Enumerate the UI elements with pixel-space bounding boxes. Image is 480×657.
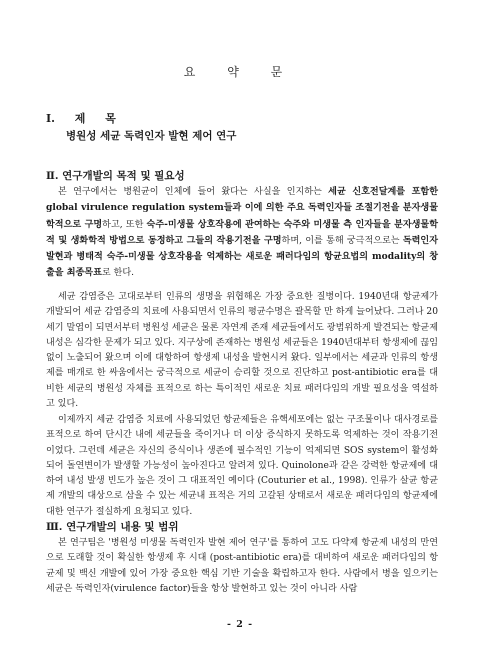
text-run: 하며, 이를 통해 궁극적으로는 — [281, 235, 403, 246]
page-number: - 2 - — [226, 619, 254, 630]
section-3-heading: Ⅲ. 연구개발의 내용 및 범위 — [46, 521, 179, 533]
section-2-paragraph-1 — [46, 184, 438, 282]
section-2-paragraph-2: 세균 감염증은 고대로부터 인류의 생명을 위협해온 가장 중요한 질병이다. 1940년대 항균제가 개발되어 세균 감염증의 치료에 사용되면서 인류의 평균수명은 괄목할 만 하게 늘어났다. 그러나 20세기 말엽이 되면서부터 병원성 세균은 물론 자연계 존재 세균들에서도 광범위하게 발견되는 항균제 내성은 심각한 문제가 되고 있다. 지구상에 존재하는 병원성 세균들은 1940년대부터 항생제에 끊임없이 노출되어 왔으며 이에 대항하여 항생제 내성을 발현시켜 왔다. 일부에서는 세균과 인류의 항생제를 매개로 한 싸움에서는 궁극적으로 세균이 승리할 것으로 진단하고 post-antibiotic era를 대비한 세균의 병원성 자체를 표적으로 하는 특이적인 새로운 치료 패러다임의 개발 필요성을 역설하고 있다. — [46, 292, 438, 410]
section-2-heading: Ⅱ. 연구개발의 목적 및 필요성 — [46, 170, 185, 182]
section-3-paragraph-1: 본 연구팀은 '병원성 미생물 독력인자 발현 제어 연구'를 통하여 고도 다약제 항균제 내성의 만연으로 도래할 것이 확실한 항생제 후 시대 (post-antibiotic era)를 대비하여 새로운 패러다임의 항균제 및 백신 개발에 있어 가장 중요한 핵심 기반 기술을 확립하고자 한다. 사람에서 병을 일으키는 세균은 독력인자(virulence factor)들을 항상 발현하고 있는 것이 아니라 사람 — [46, 538, 438, 594]
text-run: 로 한다. — [101, 268, 135, 279]
text-run: 하고, 또한 — [102, 219, 147, 230]
bold-run: 세균 신호전달계를 포함한 global virulence regulation system들과 이에 의한 주요 독력인자들 조절기전을 분자생물학적으로 구명 — [46, 186, 438, 230]
project-title: 병원성 세균 독력인자 발현 제어 연구 — [66, 130, 237, 142]
page-title: 요 약 문 — [183, 65, 297, 79]
section-2-paragraph-3: 이제까지 세균 감염증 치료에 사용되었던 항균제들은 유핵세포에는 없는 구조물이나 대사경로를 표적으로 하여 단시간 내에 세균들을 죽이거나 더 이상 증식하지 못하도록 억제하는 것이 작용기전이었다. 그런데 세균은 자신의 증식이나 생존에 필수적인 기능이 억제되면 SOS system이 활성화되어 돌연변이가 발생할 가능성이 높아진다고 알려져 있다. Quinolone과 같은 강력한 항균제에 대하여 내성 발생 빈도가 높은 것이 그 대표적인 예이다 (Couturier et al., 1998). 인류가 살균 항균제 개발의 대상으로 삼을 수 있는 세균내 표적은 거의 고갈된 상태로서 새로운 패러다임의 항균제에 대한 연구가 절실하게 요청되고 있다. — [46, 415, 438, 517]
bold-run: 독력인자 발현과 병태적 숙주-미생물 상호작용을 억제하는 새로운 패러다임의 항균요법의 modality의 창출을 최종목표 — [46, 234, 438, 279]
bold-run: 숙주-미생물 상호작용에 관여하는 숙주와 미생물 측 인자들을 분자생물학적 및 생화학적 방법으로 동정하고 그들의 작용기전을 구명 — [46, 218, 438, 246]
section-1-heading: Ⅰ. 제 목 — [46, 112, 116, 125]
text-run: 본 연구에서는 병원균이 인체에 들어 왔다는 사실을 인지하는 — [58, 187, 329, 197]
